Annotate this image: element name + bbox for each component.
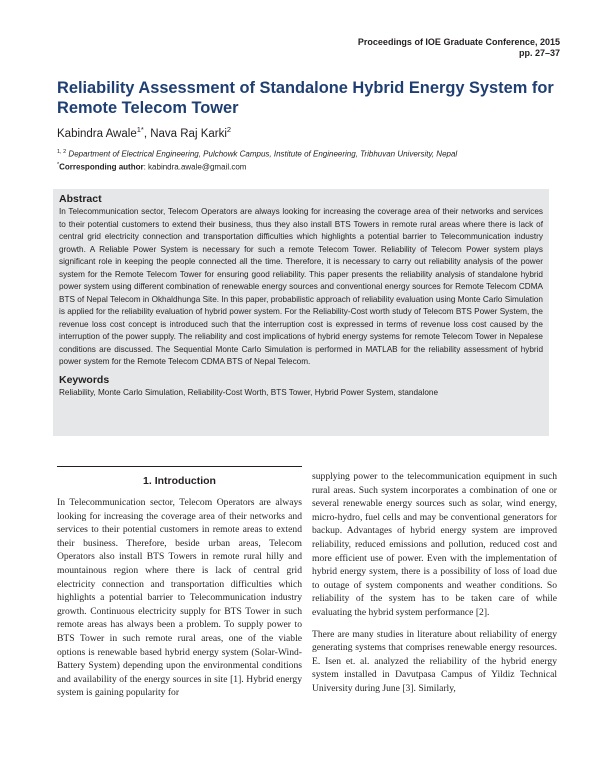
corresponding-author-label: Corresponding author: [59, 162, 144, 172]
body-paragraph: In Telecommunication sector, Telecom Operators are always looking for increasing the coverage area of their networks and services to their potential customers in remote areas to extend their business. Therefore, beside urban areas, Telecom Operators also install BTS Towers in remote rural hilly and mountainous region where there is lack of central grid electricity connection and transportation difficulties which highlights a potential barrier to Telecommunication industry growth. Continuous electricity supply for BTS Tower in such remote areas has always been a problem. To supply power to BTS Tower in such remote rural areas, one of the viable options is renewable based hybrid energy system (Solar-Wind-Battery System) depending upon the environmental conditions and availability of the energy sources in site [1]. Hybrid energy system is gaining popularity for: [57, 497, 302, 699]
corresponding-author-line: [57, 160, 557, 173]
author-list: [57, 125, 231, 140]
conference-name: Proceedings of IOE Graduate Conference, 2015: [357, 37, 560, 47]
section-heading: 1. Introduction: [143, 475, 216, 487]
keywords-text: Reliability, Monte Carlo Simulation, Reliability-Cost Worth, BTS Tower, Hybrid Power System, standalone: [59, 387, 439, 397]
abstract-text: In Telecommunication sector, Telecom Operators are always looking for increasing the coverage area of their networks and services to their potential customers to extend their business, thus they also install BTS Towers in remote rural areas where there is lack of central grid electricity connection and transportation difficulties which highlights a potential barrier to Telecommunication industry growth. A Reliable Power System is necessary for such a remote Telecom Tower. Reliability of Telecom Power system plays significant role in keeping the people connected all the time. Therefore, it is necessary to carry out reliability analysis of the power system for the Remote Telecom Tower for ensuring good reliability. This paper presents the reliability analysis of standalone hybrid power system using different combination of renewable energy sources and conventional energy sources for Remote Telecom CDMA BTS of Nepal Telecom in Okhaldhunga Site. In this paper, probabilistic approach of reliability evaluation using Monte Carlo Simulation is applied for the reliability evaluation of hybrid power system. For the Reliability-Cost worth study of Telecom BTS Power System, the revenue loss cost concept is introduced such that the interruption cost is expressed in terms of revenue loss cost caused by the interruption of the power supply. The reliability and cost implications of hybrid energy systems for remote Telecom Tower in Nepalese conditions are discussed. The Sequential Monte Carlo Simulation is performed in MATLAB for the reliability assessment of hybrid power system for the Remote Telecom CDMA BTS of Nepal Telecom.: [59, 207, 543, 366]
page-range: pp. 27–37: [518, 48, 560, 58]
author-affiliation-mark: 1*: [136, 125, 144, 134]
body-paragraph: supplying power to the telecommunication equipment in such rural areas. Such system incorporates a combination of one or several renewable energy sources such as solar, wind energy, micro-hydro, fuel cells and may be conventional generators for backup. Advantages of hybrid energy system are improved reliability, reduced emissions and pollution, reduced cost and more efficient use of power. Even with the implementation of hybrid energy system, there is a possibility of loss of load due to outage of system components and weather conditions. So reliability of the system has to be taken care of while evaluating the hybrid system performance [2].: [312, 471, 557, 618]
author-name: Kabindra Awale: [57, 127, 137, 140]
affiliation-text: Department of Electrical Engineering, Pulchowk Campus, Institute of Engineering, Tribhuvan University, Nepal: [68, 149, 458, 159]
right-column: [312, 470, 557, 704]
affiliation-block: [57, 147, 557, 172]
section-rule: [57, 466, 302, 467]
author-separator: ,: [143, 127, 151, 140]
affiliation-line: [57, 147, 557, 160]
abstract-heading: Abstract: [59, 193, 102, 205]
affiliation-mark: 1, 2: [57, 149, 67, 155]
corresponding-mark: *: [57, 161, 60, 168]
body-paragraph: There are many studies in literature about reliability of energy generating systems that comprises renewable energy resources. E. Isen et. al. analyzed the reliability of the hybrid energy system installed in Davutpasa Campus of Yildiz Technical University during June [3]. Similarly,: [312, 628, 557, 694]
running-header: [358, 37, 560, 59]
paper-title: Reliability Assessment of Standalone Hybrid Energy System for Remote Telecom Tower: [57, 79, 554, 117]
author-name: Nava Raj Karki: [150, 127, 227, 140]
keywords-heading: Keywords: [59, 373, 110, 386]
abstract-box: [53, 189, 549, 436]
left-column: [57, 466, 302, 708]
author-affiliation-mark: 2: [226, 125, 232, 134]
corresponding-email: : kabindra.awale@gmail.com: [143, 162, 247, 172]
